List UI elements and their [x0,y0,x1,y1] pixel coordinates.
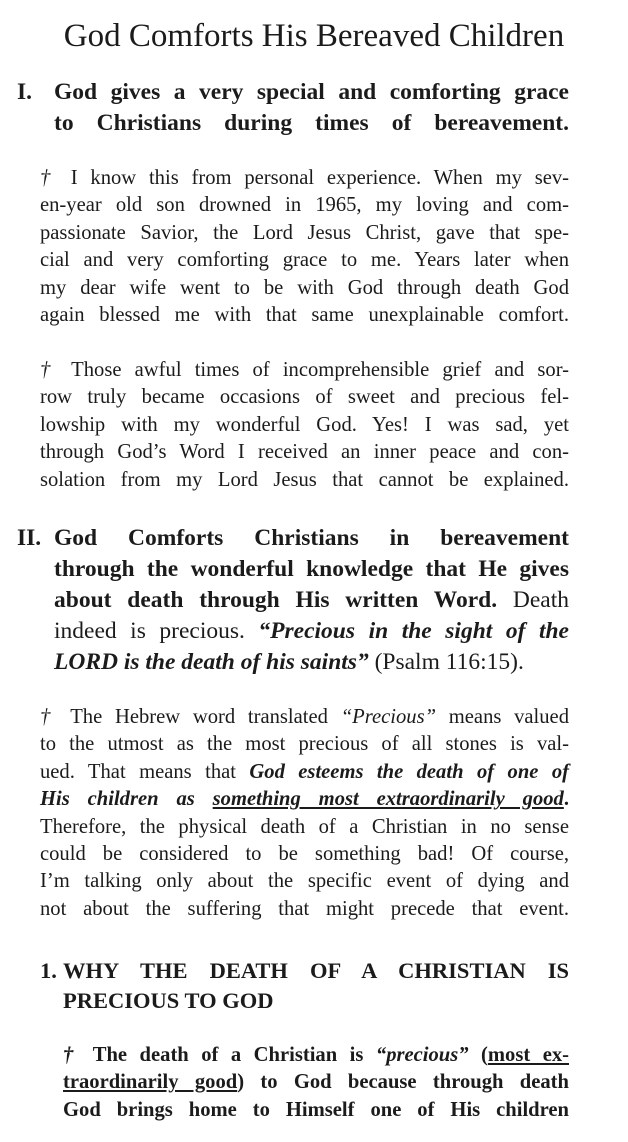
para-text: Those awful times of incomprehensible grief and sor- [71,359,569,381]
para-text: The Hebrew word translated [57,706,341,728]
para-line: I’m talking only about the specific event of dying and [40,870,569,893]
subsection-1-numeral: 1. [40,958,57,983]
emphasis-text: God esteems the death of one of [249,760,569,783]
para-line: God brings home to Himself one of His children [63,1098,569,1121]
para-text: ) to God because through death [237,1071,569,1094]
para-line: lowship with my wonderful God. Yes! I was sad, yet [40,413,569,436]
section-1-heading-line-1: God gives a very special and comforting grace [54,79,569,105]
section-2-paragraph [40,704,569,923]
section-2-heading [54,523,569,678]
para-line: cial and very comforting grace to me. Years later when [40,249,569,272]
dagger-icon: † [63,1044,81,1066]
para-line [63,1042,569,1069]
underlined-emphasis: something most extraordinarily good [212,788,564,811]
underlined-text: most ex- [487,1044,570,1066]
scripture-quote: LORD is the death of his saints” [54,649,369,675]
scripture-reference: (Psalm 116:15). [368,649,524,675]
section-1-heading [54,77,569,139]
heading-bold-text: about death through His written Word. [54,587,498,613]
para-line [63,1069,569,1096]
plain-text: indeed is precious. [54,618,259,644]
para-text: I know this from personal experience. When my sev- [70,167,570,189]
period: . [563,788,569,811]
italic-word: “Precious” [340,706,437,728]
para-text: The death of a Christian is [80,1044,376,1066]
para-text: ued. That means that [40,760,250,783]
para-line [40,165,569,192]
heading-plain-text: Death [497,587,569,613]
section-1-paragraph-1 [40,165,569,329]
para-line [40,704,569,731]
para-line: could be considered to be something bad! Of course, [40,843,569,866]
para-line [40,357,569,384]
underlined-text: traordinarily good [63,1071,238,1094]
section-2-heading-line-1: God Comforts Christians in bereavement [54,525,569,551]
para-text: ( [468,1044,488,1066]
dagger-icon: † [40,359,59,381]
para-line: through God’s Word I received an inner peace and con- [40,441,569,464]
para-line [40,759,569,786]
section-2-heading-line-2: through the wonderful knowledge that He gives [54,556,569,582]
dagger-icon: † [40,167,58,189]
subsection-heading-line-2: PRECIOUS TO GOD [63,987,274,1013]
para-line: Therefore, the physical death of a Christian in no sense [40,815,569,838]
section-1-heading-line-2: to Christians during times of bereavement. [54,110,569,136]
para-line: not about the suffering that might precede that event. [40,897,569,920]
page-title: God Comforts His Bereaved Children [63,18,565,54]
para-line: my dear wife went to be with God through death God [40,276,569,299]
para-line: solation from my Lord Jesus that cannot be explained. [40,468,569,491]
para-line: en-year old son drowned in 1965, my loving and com- [40,194,569,217]
subsection-heading-line-1: WHY THE DEATH OF A CHRISTIAN IS [63,958,569,983]
section-1-numeral: I. [17,79,33,105]
subsection-1-paragraph [63,1042,569,1124]
section-2-line-4 [54,616,569,647]
para-line: to the utmost as the most precious of all stones is val- [40,733,569,756]
para-line [40,786,569,813]
para-line: again blessed me with that same unexplainable comfort. [40,304,569,327]
italic-quote: “precious” [375,1044,469,1066]
para-line: passionate Savior, the Lord Jesus Christ, gave that spe- [40,221,569,244]
section-2-line-5 [54,647,569,678]
emphasis-text: His children as [40,788,213,811]
subsection-1-heading [63,956,569,1015]
section-2-heading-line-3 [54,585,569,616]
section-2-numeral: II. [17,525,42,551]
section-1-paragraph-2 [40,357,569,494]
dagger-icon: † [40,706,58,728]
para-text: means valued [436,706,569,728]
para-line: row truly became occasions of sweet and precious fel- [40,386,569,409]
scripture-quote: “Precious in the sight of the [258,618,569,644]
